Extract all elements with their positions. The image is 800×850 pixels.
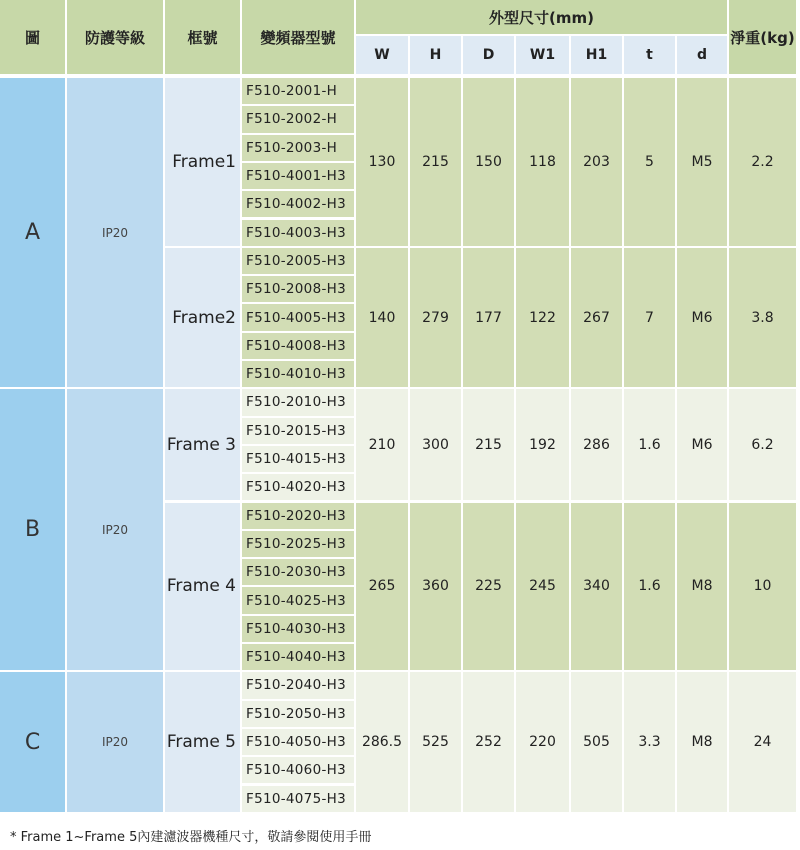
model-number: F510-4001-H3 (242, 163, 354, 189)
model-number: F510-4010-H3 (242, 361, 354, 387)
header-model: 變頻器型號 (242, 0, 354, 74)
dim-value-w1: 220 (516, 672, 569, 812)
header-dim-d: d (677, 36, 727, 74)
dim-value-h1: 203 (571, 78, 622, 246)
dim-value-h: 525 (410, 672, 461, 812)
header-dim-t: t (624, 36, 675, 74)
dim-value-w: 140 (356, 248, 408, 388)
figure-label: C (0, 672, 65, 812)
model-number: F510-4050-H3 (242, 729, 354, 755)
frame-label: Frame 3 (165, 389, 240, 500)
header-dim-h: H (410, 36, 461, 74)
weight-value: 3.8 (729, 248, 796, 388)
model-number: F510-2002-H (242, 106, 354, 132)
footnote: * Frame 1~Frame 5內建濾波器機種尺寸，敬請參閱使用手冊 (10, 830, 372, 845)
model-number: F510-4075-H3 (242, 786, 354, 812)
header-figure: 圖 (0, 0, 65, 74)
model-number: F510-4002-H3 (242, 191, 354, 217)
dim-value-t: 1.6 (624, 389, 675, 500)
dim-value-w1: 122 (516, 248, 569, 388)
dim-value-h: 360 (410, 503, 461, 671)
dim-value-h1: 286 (571, 389, 622, 500)
header-dimensions: 外型尺寸(mm) (356, 0, 727, 34)
weight-value: 2.2 (729, 78, 796, 246)
model-number: F510-2005-H3 (242, 248, 354, 274)
dim-value-d: M6 (677, 389, 727, 500)
dim-value-w: 210 (356, 389, 408, 500)
protection-rating: IP20 (67, 389, 163, 670)
protection-rating: IP20 (67, 672, 163, 812)
frame-label: Frame 5 (165, 672, 240, 812)
dim-value-d: M8 (677, 503, 727, 671)
dim-value-t: 3.3 (624, 672, 675, 812)
model-number: F510-4008-H3 (242, 333, 354, 359)
dim-value-d: 150 (463, 78, 514, 246)
dim-value-w1: 245 (516, 503, 569, 671)
dim-value-h1: 340 (571, 503, 622, 671)
header-weight: 淨重(kg) (729, 0, 796, 74)
model-number: F510-4025-H3 (242, 587, 354, 613)
model-number: F510-2025-H3 (242, 531, 354, 557)
dim-value-t: 1.6 (624, 503, 675, 671)
model-number: F510-2010-H3 (242, 389, 354, 415)
protection-rating: IP20 (67, 78, 163, 387)
weight-value: 6.2 (729, 389, 796, 500)
model-number: F510-4030-H3 (242, 616, 354, 642)
model-number: F510-4005-H3 (242, 304, 354, 330)
dim-value-d: 215 (463, 389, 514, 500)
frame-label: Frame 4 (165, 503, 240, 671)
model-number: F510-4015-H3 (242, 446, 354, 472)
model-number: F510-4040-H3 (242, 644, 354, 670)
dim-value-h1: 505 (571, 672, 622, 812)
model-number: F510-2001-H (242, 78, 354, 104)
frame-label: Frame2 (165, 248, 240, 388)
dim-value-d: 252 (463, 672, 514, 812)
header-dim-d: D (463, 36, 514, 74)
header-dim-h1: H1 (571, 36, 622, 74)
dim-value-t: 7 (624, 248, 675, 388)
header-dim-w: W (356, 36, 408, 74)
dim-value-d: 177 (463, 248, 514, 388)
dim-value-h: 215 (410, 78, 461, 246)
model-number: F510-2020-H3 (242, 503, 354, 529)
model-number: F510-2050-H3 (242, 701, 354, 727)
figure-label: A (0, 78, 65, 387)
figure-label: B (0, 389, 65, 670)
model-number: F510-2003-H (242, 135, 354, 161)
dim-value-d: 225 (463, 503, 514, 671)
dim-value-h: 279 (410, 248, 461, 388)
header-protection: 防護等級 (67, 0, 163, 74)
model-number: F510-2030-H3 (242, 559, 354, 585)
header-frame: 框號 (165, 0, 240, 74)
model-number: F510-2015-H3 (242, 418, 354, 444)
dim-value-t: 5 (624, 78, 675, 246)
model-number: F510-2040-H3 (242, 672, 354, 698)
dim-value-d: M5 (677, 78, 727, 246)
dim-value-w: 265 (356, 503, 408, 671)
dim-value-w1: 192 (516, 389, 569, 500)
frame-label: Frame1 (165, 78, 240, 246)
model-number: F510-4003-H3 (242, 220, 354, 246)
model-number: F510-2008-H3 (242, 276, 354, 302)
dim-value-w: 286.5 (356, 672, 408, 812)
header-dim-w1: W1 (516, 36, 569, 74)
dim-value-d: M8 (677, 672, 727, 812)
weight-value: 24 (729, 672, 796, 812)
dim-value-w1: 118 (516, 78, 569, 246)
model-number: F510-4060-H3 (242, 757, 354, 783)
dim-value-d: M6 (677, 248, 727, 388)
dim-value-h1: 267 (571, 248, 622, 388)
dim-value-w: 130 (356, 78, 408, 246)
weight-value: 10 (729, 503, 796, 671)
dim-value-h: 300 (410, 389, 461, 500)
model-number: F510-4020-H3 (242, 474, 354, 500)
